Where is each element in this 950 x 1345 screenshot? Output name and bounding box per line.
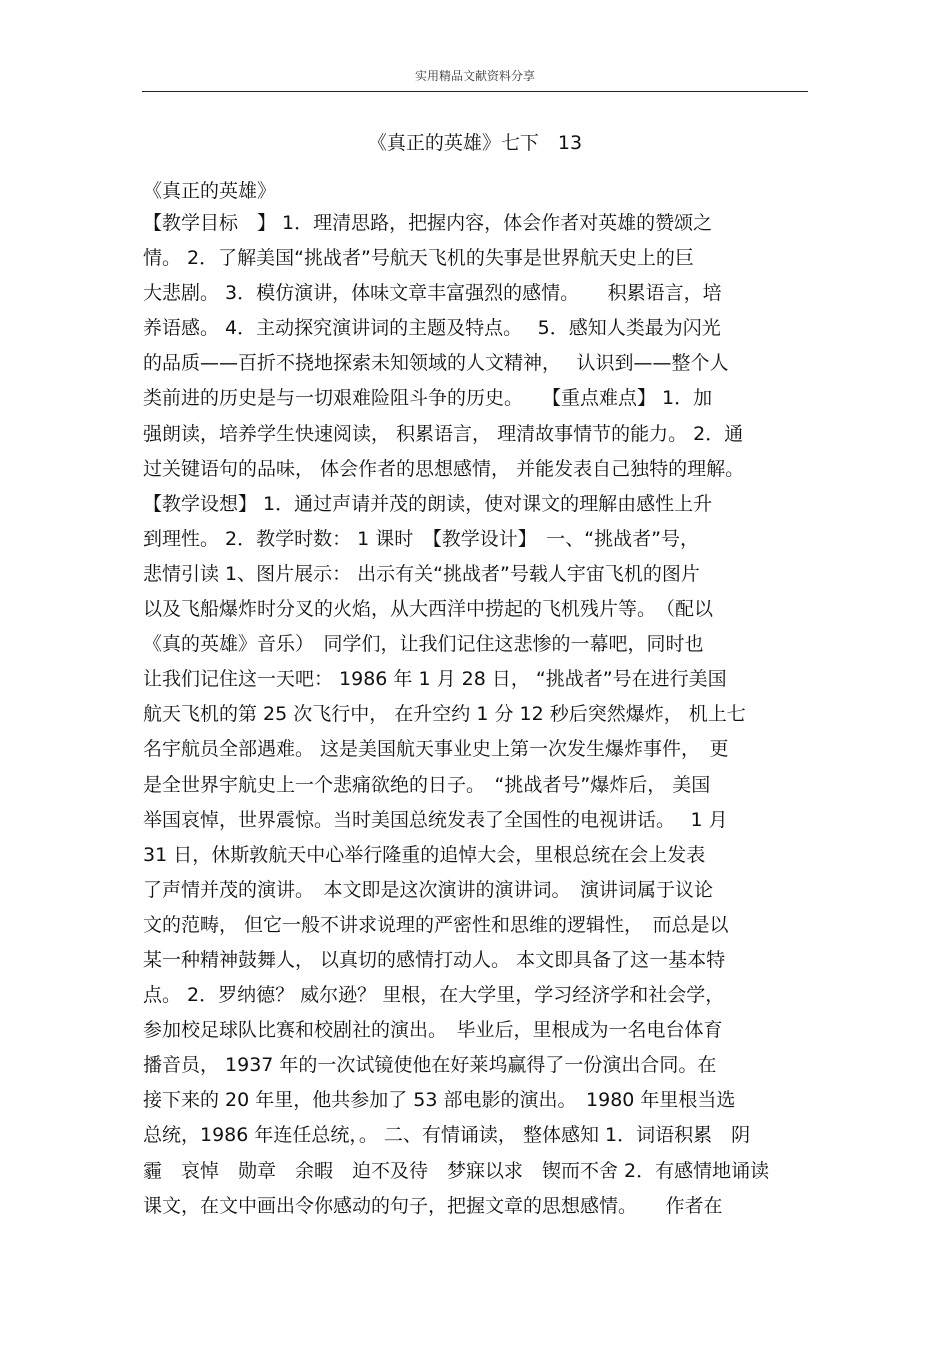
text-line: 是全世界宇航史上一个悲痛欲绝的日子。 “挑战者号”爆炸后， 美国 [143,773,711,796]
text-line: 航天飞机的第 25 次飞行中， 在升空约 1 分 12 秒后突然爆炸， 机上七 [143,703,746,726]
text-line: 到理性。 2．教学时数： 1 课时 【教学设计】 一、“挑战者”号， [143,527,699,550]
text-line: 情。 2．了解美国“挑战者”号航天飞机的失事是世界航天史上的巨 [143,247,694,270]
text-line: 强朗读，培养学生快速阅读， 积累语言， 理清故事情节的能力。 2．通 [143,422,744,445]
text-line: 悲情引读 1、图片展示： 出示有关“挑战者”号载人宇宙飞机的图片 [143,562,700,585]
text-line: 类前进的历史是与一切艰难险阻斗争的历史。 【重点难点】 1．加 [143,387,713,410]
text-line: 播音员， 1937 年的一次试镜使他在好莱坞赢得了一份演出合同。在 [143,1054,717,1077]
text-line: 【教学设想】 1．通过声请并茂的朗读，使对课文的理解由感性上升 [143,492,713,515]
page-header: 实用精品文献资料分享 [414,69,535,83]
text-line: 了声情并茂的演讲。 本文即是这次演讲的演讲词。 演讲词属于议论 [143,878,714,901]
text-line: 《真的英雄》音乐） 同学们，让我们记住这悲惨的一幕吧，同时也 [143,633,704,656]
text-line: 接下来的 20 年里，他共参加了 53 部电影的演出。 1980 年里根当选 [143,1089,736,1112]
text-line: 以及飞船爆炸时分叉的火焰，从大西洋中捞起的飞机残片等。 （配以 [143,598,714,621]
body-text [143,206,813,1224]
text-line: 让我们记住这一天吧： 1986 年 1 月 28 日， “挑战者”号在进行美国 [143,668,727,691]
text-line: 某一种精神鼓舞人， 以真切的感情打动人。 本文即具备了这一基本特 [143,948,726,971]
text-line: 【教学目标 】 1．理清思路，把握内容，体会作者对英雄的赞颂之 [143,212,713,234]
text-line: 参加校足球队比赛和校剧社的演出。 毕业后，里根成为一名电台体育 [143,1019,723,1042]
text-line: 31 日，休斯敦航天中心举行隆重的追悼大会，里根总统在会上发表 [143,843,706,866]
text-line: 点。 2．罗纳德？ 威尔逊？ 里根，在大学里，学习经济学和社会学， [143,984,725,1007]
text-line: 文的范畴， 但它一般不讲求说理的严密性和思维的逻辑性， 而总是以 [143,913,729,936]
document-title: 《真正的英雄》七下 13 [367,132,583,154]
text-line: 大悲剧。 3．模仿演讲，体味文章丰富强烈的感情。 积累语言，培 [143,282,722,305]
text-line: 的品质——百折不挠地探索未知领域的人文精神， 认识到——整个人 [143,352,729,375]
text-line: 过关键语句的品味， 体会作者的思想感情， 并能发表自己独特的理解。 [143,457,745,480]
text-line: 养语感。 4．主动探究演讲词的主题及特点。 5．感知人类最为闪光 [143,317,721,340]
text-line: 总统，1986 年连任总统，。 二、有情诵读， 整体感知 1．词语积累 阴 [143,1124,751,1147]
text-line: 课文，在文中画出令你感动的句子，把握文章的思想感情。 作者在 [143,1194,723,1217]
document-subtitle: 《真正的英雄》 [143,180,277,202]
text-line: 霾 哀悼 勋章 余暇 迫不及待 梦寐以求 锲而不舍 2．有感情地诵读 [143,1159,770,1182]
text-line: 名宇航员全部遇难。 这是美国航天事业史上第一次发生爆炸事件， 更 [143,738,729,761]
header-rule [142,91,808,92]
text-line: 举国哀悼，世界震惊。当时美国总统发表了全国性的电视讲话。 1 月 [143,808,728,831]
